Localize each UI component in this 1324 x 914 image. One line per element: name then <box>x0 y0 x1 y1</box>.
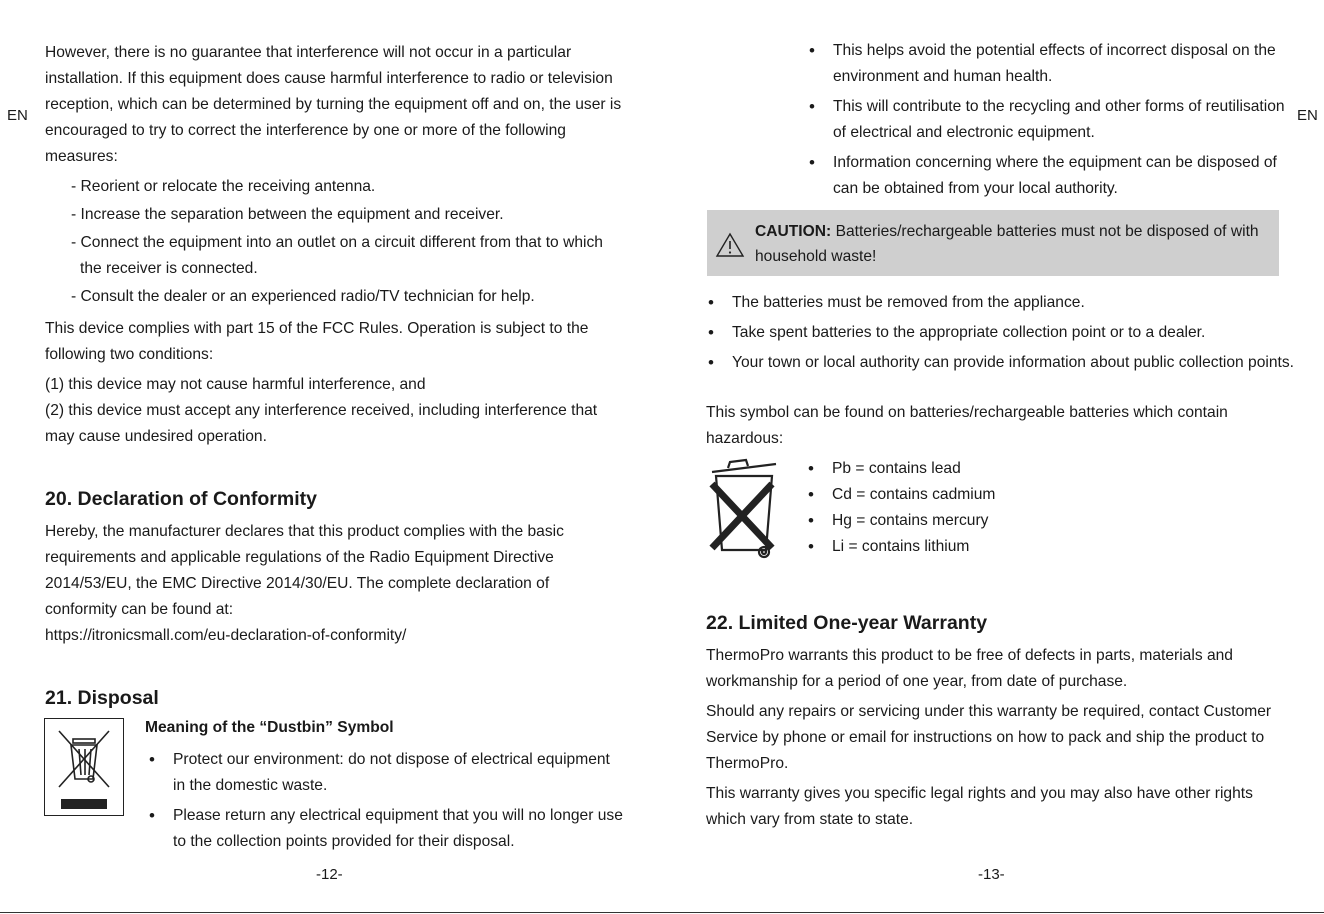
list-item: • This helps avoid the potential effects of incorrect disposal on the environment and human health. <box>805 38 1295 90</box>
symbol-paragraph: This symbol can be found on batteries/rechargeable batteries which contain hazardous: <box>706 404 1228 447</box>
measure-item: - Increase the separation between the equipment and receiver. <box>71 206 504 223</box>
caution-label: CAUTION: <box>755 223 832 240</box>
warranty-paragraph: This warranty gives you specific legal rights and you may also have other rights which vary from state to state. <box>706 785 1253 828</box>
measure-item: - Consult the dealer or an experienced radio/TV technician for help. <box>71 288 535 305</box>
list-item: • This will contribute to the recycling and other forms of reutilisation of electrical and electronic equipment. <box>805 94 1295 146</box>
list-item: • Pb = contains lead <box>804 456 1104 482</box>
disposal-bullets <box>145 747 625 859</box>
list-item: • The batteries must be removed from the appliance. <box>704 290 1294 316</box>
measure-item: - Reorient or relocate the receiving antenna. <box>71 178 376 195</box>
interference-section <box>45 40 625 454</box>
list-item: • Hg = contains mercury <box>804 508 1104 534</box>
warranty-paragraph: Should any repairs or servicing under this warranty be required, contact Customer Service by phone or email for instructions on how to pack and ship the product to ThermoPro. <box>706 703 1272 772</box>
dustbin-symbol-icon <box>44 718 124 816</box>
bottom-divider <box>0 912 1324 913</box>
caution-box <box>707 210 1279 276</box>
measures-list <box>45 174 625 310</box>
fcc-paragraph: This device complies with part 15 of the FCC Rules. Operation is subject to the following two conditions: <box>45 320 589 363</box>
measure-item: - Connect the equipment into an outlet on a circuit different from that to which the receiver is connected. <box>71 234 603 277</box>
page-number: -12- <box>316 866 343 883</box>
list-item: • Your town or local authority can provide information about public collection points. <box>704 350 1294 376</box>
page-right <box>662 0 1324 914</box>
fcc-condition-1: (1) this device may not cause harmful interference, and <box>45 376 426 393</box>
language-tab: EN <box>1297 107 1318 124</box>
list-item: • Cd = contains cadmium <box>804 482 1104 508</box>
caution-message: Batteries/rechargeable batteries must not be disposed of with household waste! <box>755 223 1259 265</box>
crossed-out-bin-icon <box>45 719 123 815</box>
declaration-link[interactable]: https://itronicsmall.com/eu-declaration-of-conformity/ <box>45 627 407 644</box>
page-number: -13- <box>978 866 1005 883</box>
list-item: • Li = contains lithium <box>804 534 1104 560</box>
caution-text <box>755 219 1265 269</box>
section-22-heading: 22. Limited One-year Warranty <box>706 612 988 634</box>
crossed-battery-bin-icon <box>706 458 784 564</box>
language-tab: EN <box>7 107 28 124</box>
dustbin-subheading: Meaning of the “Dustbin” Symbol <box>145 719 394 736</box>
list-item: • Please return any electrical equipment that you will no longer use to the collection points provided for their disposal. <box>145 803 625 855</box>
section-20-heading: 20. Declaration of Conformity <box>45 488 317 510</box>
list-item: • Information concerning where the equipment can be disposed of can be obtained from your local authority. <box>805 150 1295 202</box>
list-item: • Take spent batteries to the appropriate collection point or to a dealer. <box>704 320 1294 346</box>
battery-bullets <box>704 290 1294 376</box>
list-item: • Protect our environment: do not dispose of electrical equipment in the domestic waste. <box>145 747 625 799</box>
section-21-heading: 21. Disposal <box>45 687 159 709</box>
chemical-bullets <box>804 456 1104 560</box>
section-20-body <box>45 519 605 653</box>
fcc-condition-2: (2) this device must accept any interference received, including interference that may cause undesired operation. <box>45 402 598 445</box>
section-22-body <box>706 643 1296 837</box>
warning-triangle-icon <box>715 232 745 258</box>
intro-paragraph: However, there is no guarantee that interference will not occur in a particular installation. If this equipment does cause harmful interference to radio or television reception, which can be determined by turning the equipment off and on, the user is encouraged to try to correct the interference by one or more of the following measures: <box>45 44 622 165</box>
declaration-paragraph: Hereby, the manufacturer declares that this product complies with the basic requirements and applicable regulations of the Radio Equipment Directive 2014/53/EU, the EMC Directive 2014/30/EU. The complete declaration of conformity can be found at: <box>45 523 564 618</box>
warranty-paragraph: ThermoPro warrants this product to be free of defects in parts, materials and workmanship for a period of one year, from date of purchase. <box>706 647 1233 690</box>
disposal-benefit-bullets <box>805 38 1295 206</box>
